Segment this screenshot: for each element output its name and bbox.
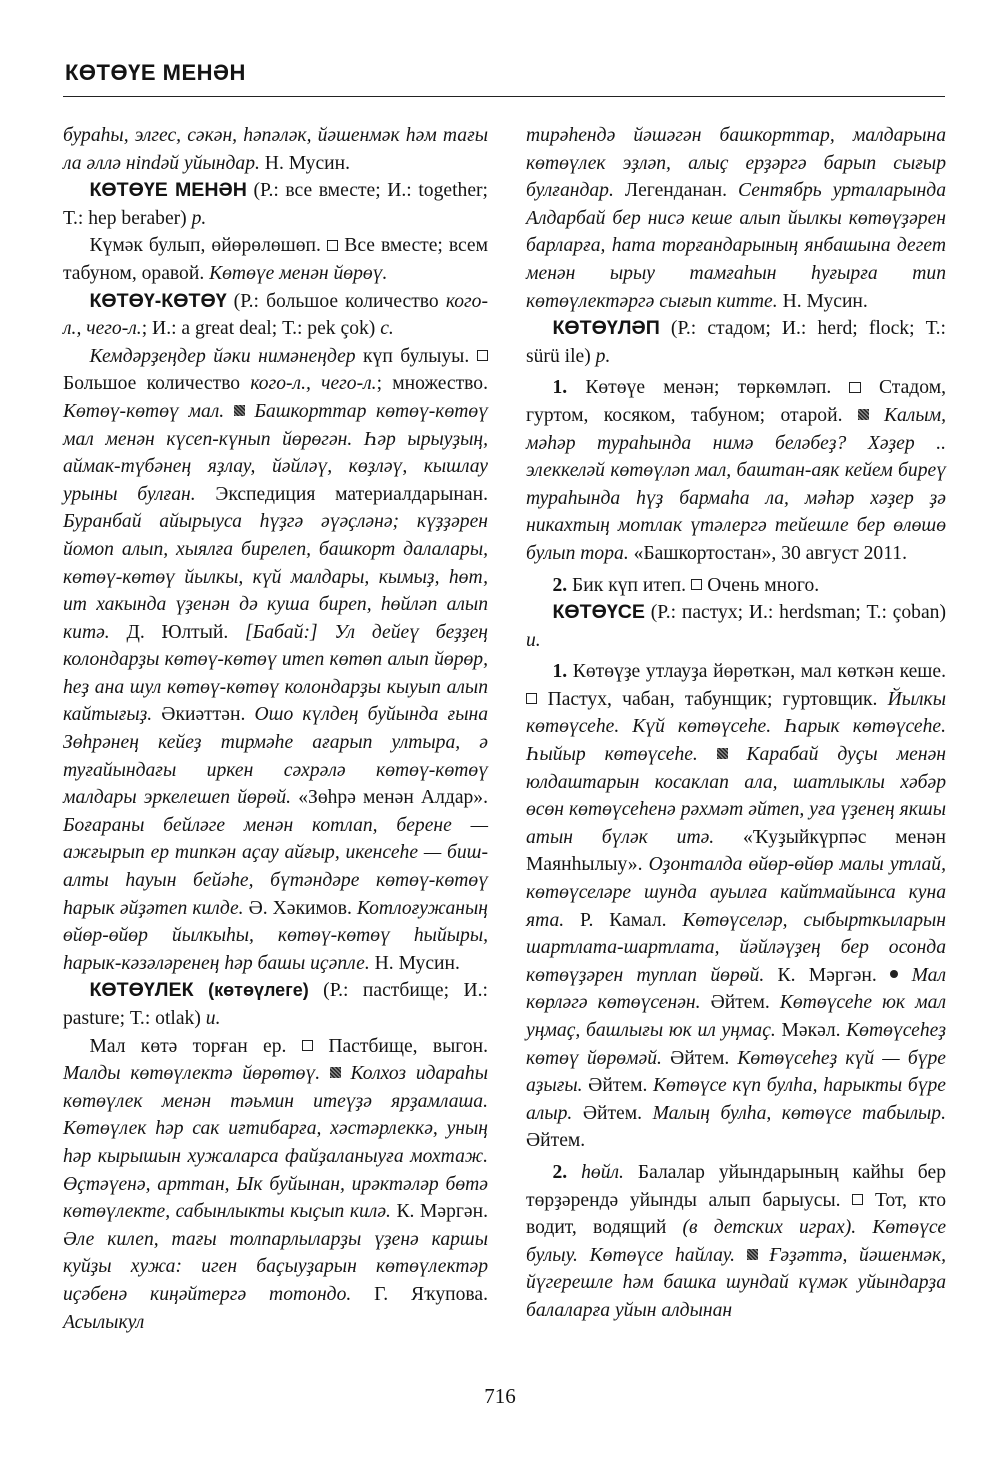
citation-marker-icon xyxy=(747,1249,758,1260)
continued-text: тирәһендә йәшәгән башкорттар, малдарына көтөүлек эҙләп, алыҫ ерҙәргә барып сығыр булғандар. Легенданан. Сентябрь урталарында Алдарбай бер нисә кеше алып йылкы көтөүҙәрен барларға, һата торғандарының янбашына дегет менән ырыу тамғаһын һуғырға тип көтөүлектәргә сығып китте. Н. Мусин. xyxy=(526,125,946,312)
citation-marker-icon xyxy=(234,405,245,416)
headword: КӨТӨҮЛӘП xyxy=(552,317,660,340)
definition: Мал көтә торған ер. Пастбище, выгон. Малды көтөүлектә йөрөтөү. Колхоз идараһы көтөүлек менән тәьмин итеүҙә ярҙамлаша. Көтөүлек һәр сак иғтибарға, хәстәрлеккә, уның һәр кырышын хужаларса файҙаланыуға мохтаж. Өҫтәүенә, арттан, Ык буйынан, ирәктәләр бөтә көтөүлекте, сабынлыкты кыҫып килә. К. Мәргән. Әле килеп, тағы толпарлыларҙы үҙенә каршы куйҙы хужа: иген баҫыуҙарын көтөүлектәр иҫәбенә киңәйтергә тотондо. Г. Яҡупова. Асылыкул xyxy=(63,1035,488,1333)
page-number: 716 xyxy=(484,1384,516,1408)
translation-marker-icon xyxy=(852,1194,863,1205)
citation-marker-icon xyxy=(858,409,869,420)
sense-1: 1. Көтөүҙе утлауҙа йөрөткән, мал көткән кеше. Пастух, чабан, табунщик; гуртовщик. Йылкы көтөүсеһе. Күй көтөүсеһе. Һарык көтөүсеһе. Һыйыр көтөүсеһе. Карабай дуҫы менән юлдаштарын косаклап ала, шатлыклы хәбәр өсөн көтөүсеһенә рәхмәт әйтеп, уға үҙенең якшы атын бүләк итә. «Ҡуҙыйкүрпәс менән Маянһылыу». Оҙонталда өйөр-өйөр малы утлай, көтөүселәре шунда ауылға кайтмайынса куна ята. Р. Камал. Көтөүселәр, сыбырткыларын шартлата-шартлата, йәйләүҙең бер осонда көтөүҙәрен туплап йөрөй. К. Мәргән. Мал көрләгә көтөүсенән. Әйтем. Көтөүсеһе юк мал уңмаҫ, башлығы юк ил уңмаҫ. Мәкәл. Көтөүсеһеҙ көтөү йөрөмәй. Әйтем. Көтөүсеһеҙ күй — бүре аҙығы. Әйтем. Көтөүсе күп булһа, һарыкты бүре алыр. Әйтем. Малың булһа, көтөүсе табылыр. Әйтем. xyxy=(526,661,947,1152)
header-rule xyxy=(63,96,945,97)
left-column xyxy=(63,122,488,1336)
translation-marker-icon xyxy=(327,240,338,251)
definition: Күмәк булып, өйөрөлөшөп. Все вместе; всем табуном, оравой. Көтөүе менән йөрөү. xyxy=(63,235,488,284)
running-head: КӨТӨҮЕ МЕНӘН xyxy=(65,60,246,85)
translation-marker-icon xyxy=(849,382,860,393)
entry-kotouse: КӨТӨҮСЕ (Р.: пастух; И.: herdsman; Т.: çoban) и. xyxy=(526,601,946,651)
headword: КӨТӨҮСЕ xyxy=(552,601,645,624)
entry-kotoulap: КӨТӨҮЛӘП (Р.: стадом; И.: herd; flock; Т.: sürü ile) р. xyxy=(526,317,946,367)
headword: КӨТӨҮЕ МЕНӘН xyxy=(89,179,247,202)
continued-text: бураһы, элгес, сәкән, һәпәләк, йәшенмәк һәм тағы ла әллә нindәй уйындар. Н. Мусин. xyxy=(63,125,488,174)
citation-marker-icon xyxy=(330,1067,341,1078)
definition: Кемдәрҙеңдер йәки нимәнеңдер күп булыуы. Большое количество кого-л., чего-л.; множество. Көтөү-көтөү мал. Башкорттар көтөү-көтөү мал менән күсеп-күнып йөрөгән. Һәр ырыуҙың, аймак-түбәнең яҙлау, йәйләү, көҙләү, кышлау урыны булған. Экспедиция материалдарынан. Буранбай айырыуса һүҙгә әүәҫләнә; күҙҙәрен йомоп алып, хыялға бирелеп, башкорт далалары, көтөү-көтөү йылкы, күй малдары, кымыҙ, һөт, ит хакында үҙенән дә куша биреп, һөйләп алып китә. Д. Юлтый. [Бабай:] Ул дейеү беҙҙең колондарҙы көтөү-көтөү итеп көтөп алып йөрөр, һеҙ ана шул көтөү-көтөү колондарҙы кыуып алып кайтығыҙ. Әкиәттән. Ошо күлдең буйында ғына Зөһрәнең кейеҙ тирмәһе ағарып ултыра, ә туғайындағы иркен сәхрәлә көтөү-көтөү малдары эркелешеп йөрөй. «Зөһрә менән Алдар». Боғараны бейләге менән котлап, берене — ажғырып ер типкән аҫау айғыр, икенсеһе — биш-алты һауын бейәһе, бүтәндәре көтөү-көтөү һарык әйҙәтеп килде. Ә. Хәкимов. Котлоғужаның өйөр-өйөр йылкыһы, көтөү-көтөү һыйыры, һарык-кәзәләренең һәр башы иҫәпле. Н. Мусин. xyxy=(63,345,489,974)
entry-kotouek: КӨТӨҮЛЕК (көтөүлеге) (Р.: пастбище; И.: pasture; Т.: otlak) и. xyxy=(63,979,488,1029)
citation-marker-icon xyxy=(717,748,728,759)
headword: КӨТӨҮ-КӨТӨҮ xyxy=(89,289,227,312)
translation-marker-icon xyxy=(477,350,488,361)
sense-2: 2. Бик күп итеп. Очень много. xyxy=(552,574,820,596)
headword: КӨТӨҮЛЕК xyxy=(89,979,194,1002)
sense-1: 1. Көтөүе менән; төркөмләп. Стадом, гуртом, косяком, табуном; отарой. Калым, мәһәр тураһында нимә беләбеҙ? Хәҙер .. элеккеләй көтөүләп мал, баштан-аяк кейем биреү тураһында һүҙ бармаһа ла, мәһәр хәҙер ҙә никахтың мотлак үтәлергә тейешле бер өлөшө булып тора. «Башкортостан», 30 август 2011. xyxy=(526,377,946,564)
entry-kotou-kotou: КӨТӨҮ-КӨТӨҮ (Р.: большое количество кого-л., чего-л.; И.: a great deal; Т.: pek çok) с. xyxy=(63,289,488,340)
right-column xyxy=(526,122,946,1325)
translation-marker-icon xyxy=(526,693,537,704)
translation-marker-icon xyxy=(691,579,702,590)
entry-kotoue-menan: КӨТӨҮЕ МЕНӘН (Р.: все вместе; И.: together; Т.: hep beraber) р. xyxy=(63,179,488,229)
translation-marker-icon xyxy=(302,1040,313,1051)
proverb-marker-icon xyxy=(890,970,898,978)
sense-2: 2. һөйл. Балалар уйындарының кайһы бер төрҙәрендә уйынды алып барыусы. Тот, кто водит, водящий (в детских играх). Көтөүсе булыу. Көтөүсе һайлау. Ғәҙәттә, йәшенмәк, йүгерешле һәм башка шундай күмәк уйындарҙа балаларға уйын алдынан xyxy=(526,1161,947,1321)
